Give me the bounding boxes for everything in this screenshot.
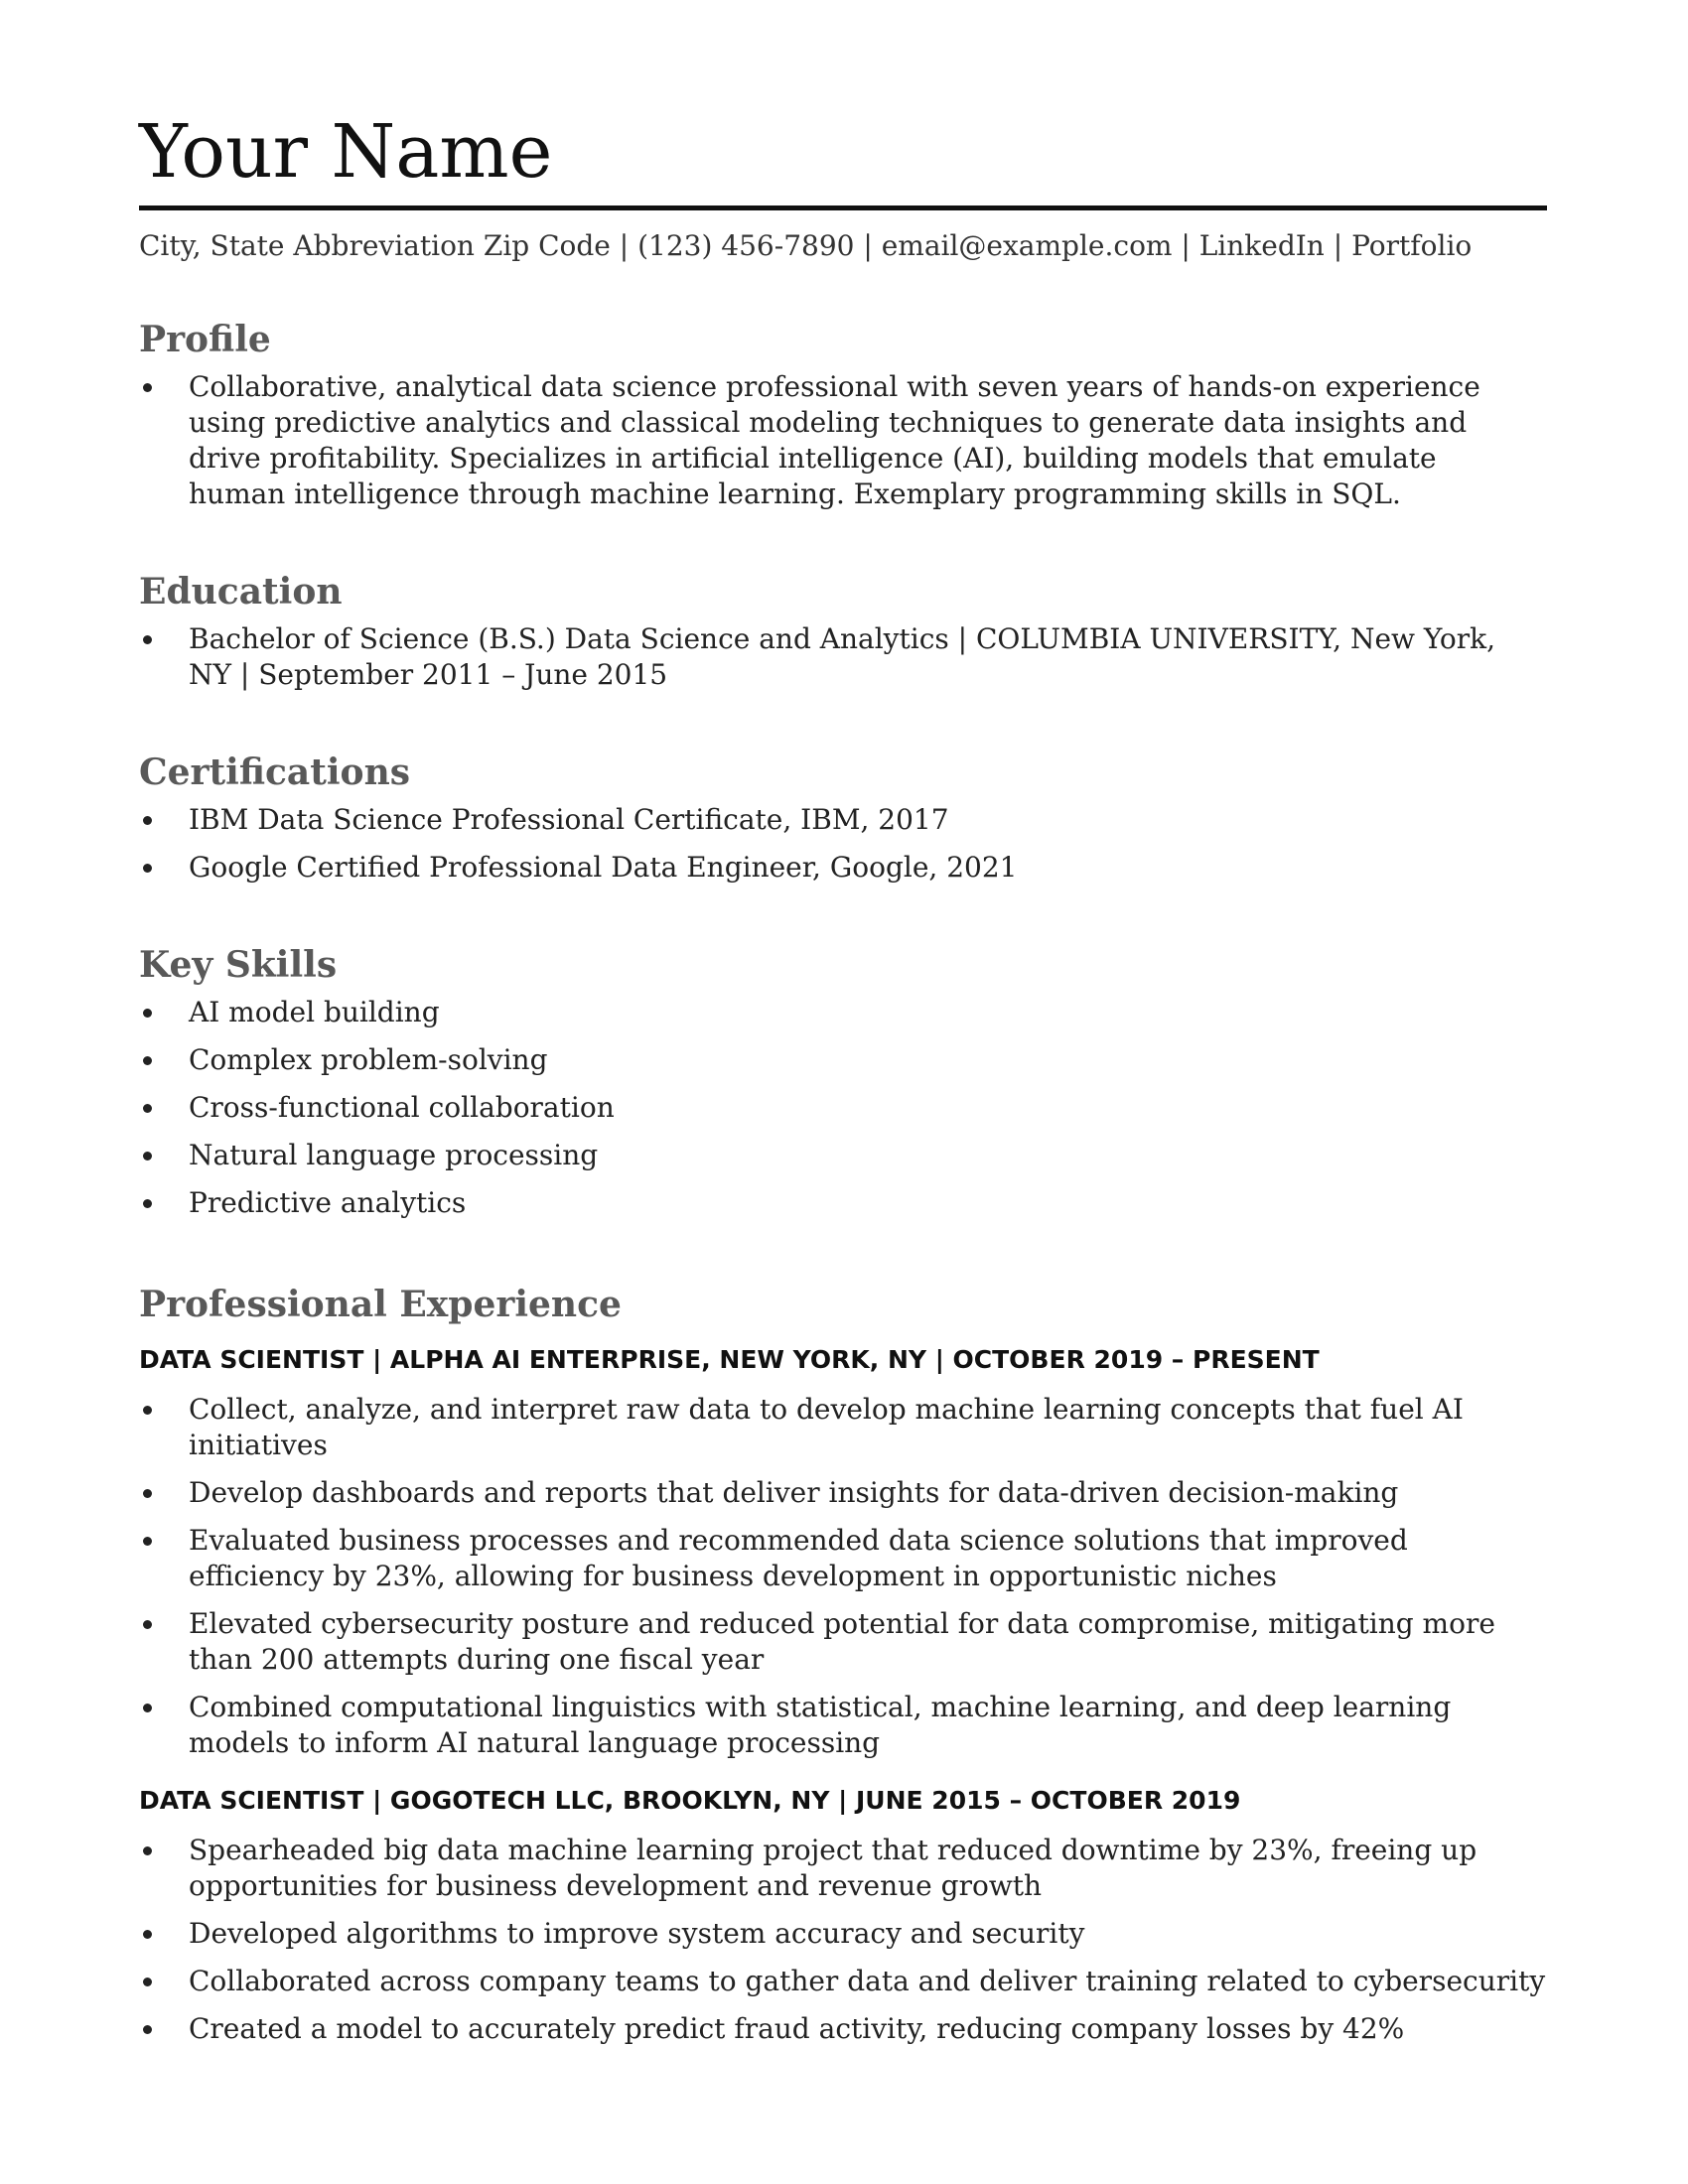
header-divider	[139, 205, 1547, 210]
list-item: Developed algorithms to improve system accuracy and security	[139, 1916, 1549, 1952]
bullet-icon	[143, 1199, 152, 1208]
list-item: Created a model to accurately predict fraud activity, reducing company losses by 42%	[139, 2011, 1549, 2047]
list-item: Combined computational linguistics with statistical, machine learning, and deep learning models to inform AI natural language processing	[139, 1690, 1549, 1761]
bullet-icon	[143, 635, 152, 644]
list-item: Collaborated across company teams to gather data and deliver training related to cybersecurity	[139, 1964, 1549, 1999]
bullet-icon	[143, 2025, 152, 2034]
bullet-icon	[143, 1406, 152, 1415]
job-bullets	[139, 1833, 1549, 2047]
bullet-icon	[143, 1704, 152, 1712]
bullet-icon	[143, 383, 152, 392]
bullet-icon	[143, 1846, 152, 1855]
job-heading: DATA SCIENTIST | ALPHA AI ENTERPRISE, NEW YORK, NY | OCTOBER 2019 – PRESENT	[139, 1345, 1320, 1374]
section-title-certifications: Certifications	[139, 751, 411, 793]
list-item: Spearheaded big data machine learning project that reduced downtime by 23%, freeing up opportunities for business development and revenue growth	[139, 1833, 1549, 1904]
job-entry	[139, 1342, 1549, 1761]
bullet-icon	[143, 1009, 152, 1018]
list-item: Natural language processing	[139, 1138, 1549, 1173]
bullet-icon	[143, 1537, 152, 1546]
bullet-icon	[143, 1152, 152, 1160]
certifications-list	[139, 802, 1549, 886]
bullet-icon	[143, 864, 152, 873]
resume-page	[139, 0, 1549, 2184]
bullet-icon	[143, 816, 152, 825]
profile-section	[139, 316, 1549, 512]
job-bullets	[139, 1392, 1549, 1761]
experience-section	[139, 1281, 1549, 2047]
section-title-education: Education	[139, 571, 343, 613]
bullet-icon	[143, 1930, 152, 1939]
profile-list	[139, 369, 1549, 512]
job-entry	[139, 1783, 1549, 2047]
job-heading: DATA SCIENTIST | GOGOTECH LLC, BROOKLYN, NY | JUNE 2015 – OCTOBER 2019	[139, 1786, 1241, 1815]
list-item: Complex problem-solving	[139, 1042, 1549, 1078]
education-list	[139, 621, 1549, 693]
list-item: Elevated cybersecurity posture and reduced potential for data compromise, mitigating more than 200 attempts during one fiscal year	[139, 1606, 1549, 1678]
list-item: IBM Data Science Professional Certificate, IBM, 2017	[139, 802, 1549, 838]
bullet-icon	[143, 1620, 152, 1629]
bullet-icon	[143, 1489, 152, 1498]
education-section	[139, 568, 1549, 693]
section-title-experience: Professional Experience	[139, 1284, 622, 1325]
list-item: Develop dashboards and reports that deliver insights for data-driven decision-making	[139, 1475, 1549, 1511]
skills-list	[139, 995, 1549, 1221]
list-item: Collect, analyze, and interpret raw data to develop machine learning concepts that fuel AI initiatives	[139, 1392, 1549, 1463]
list-item: Collaborative, analytical data science professional with seven years of hands-on experience using predictive analytics and classical modeling techniques to generate data insights and drive profitability. Specializes in artificial intelligence (AI), building models that emulate human intelligence through machine learning. Exemplary programming skills in SQL.	[139, 369, 1549, 512]
list-item: Evaluated business processes and recommended data science solutions that improved efficiency by 23%, allowing for business development in opportunistic niches	[139, 1523, 1549, 1594]
certifications-section	[139, 749, 1549, 886]
list-item: Bachelor of Science (B.S.) Data Science and Analytics | COLUMBIA UNIVERSITY, New York, NY | September 2011 – June 2015	[139, 621, 1549, 693]
contact-line: City, State Abbreviation Zip Code | (123) 456-7890 | email@example.com | LinkedIn | Portfolio	[139, 229, 1473, 262]
skills-section	[139, 941, 1549, 1221]
bullet-icon	[143, 1056, 152, 1065]
list-item: AI model building	[139, 995, 1549, 1030]
list-item: Predictive analytics	[139, 1185, 1549, 1221]
candidate-name: Your Name	[139, 109, 553, 195]
bullet-icon	[143, 1104, 152, 1113]
list-item: Google Certified Professional Data Engineer, Google, 2021	[139, 850, 1549, 886]
list-item: Cross-functional collaboration	[139, 1090, 1549, 1126]
section-title-skills: Key Skills	[139, 944, 338, 986]
bullet-icon	[143, 1978, 152, 1986]
section-title-profile: Profile	[139, 319, 271, 360]
